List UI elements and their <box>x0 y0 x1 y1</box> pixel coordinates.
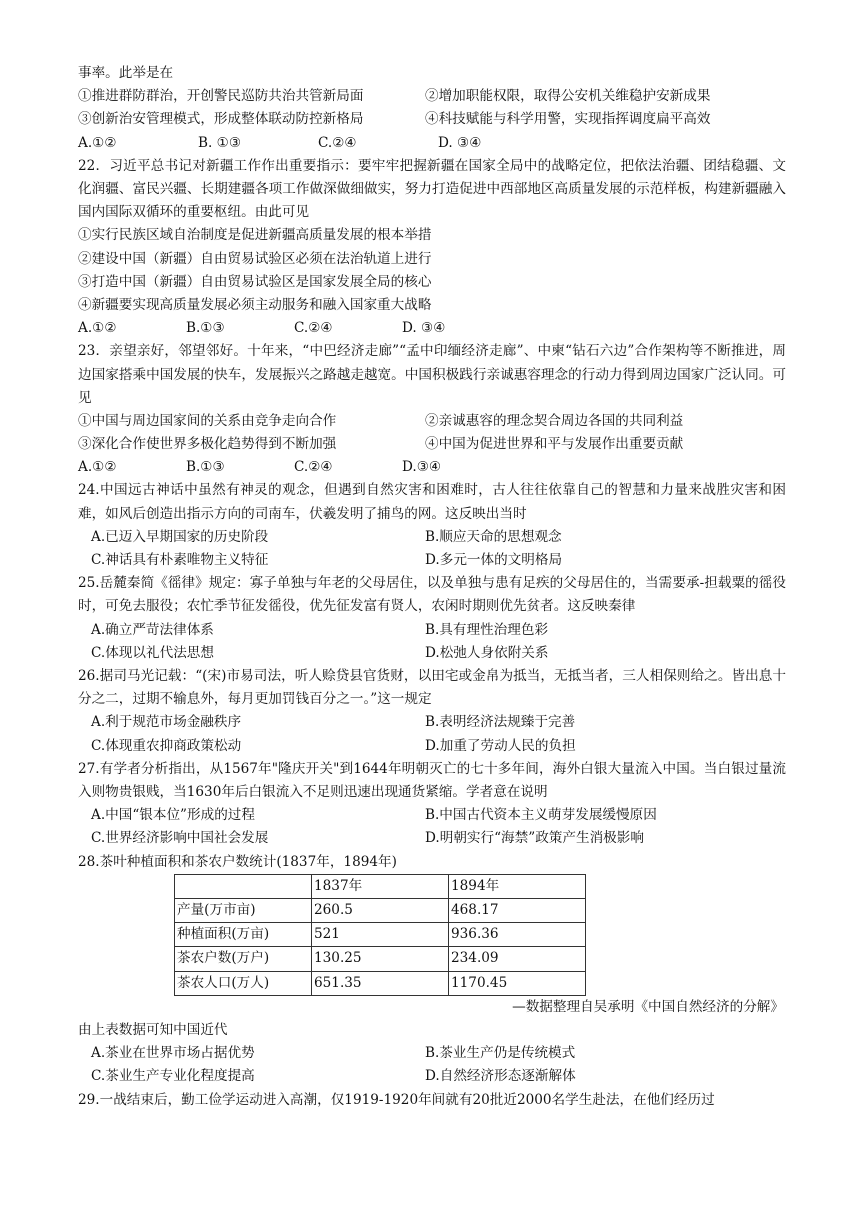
q21-answer-b: B. ①③ <box>198 134 242 151</box>
q25-answer-c: C.体现以礼代法思想 <box>91 644 214 661</box>
q22-option-3: ③打造中国（新疆）自由贸易试验区是国家发展全局的核心 <box>78 273 432 290</box>
table-cell: 468.17 <box>449 898 586 922</box>
q22-answer-a: A.①② <box>78 320 117 337</box>
q24-answer-a: A.已迈入早期国家的历史阶段 <box>91 528 269 545</box>
q27-stem: 27.有学者分析指出，从1567年"隆庆开关"到1644年明朝灭亡的七十多年间，海外白银大量流入中国。当白银过量流入则物贵银贱，当1630年后白银流入不足则迅速出现通货紧缩。学者意在说明 <box>78 760 786 801</box>
table-source-note: —数据整理自吴承明《中国自然经济的分解》 <box>512 998 784 1015</box>
q23-answer-b: B.①③ <box>186 459 225 476</box>
q23-answer-d: D.③④ <box>402 459 442 476</box>
table-cell: 茶农人口(万人) <box>175 971 312 995</box>
q22-answers <box>78 317 786 340</box>
table-header-cell <box>175 874 312 898</box>
q24-answer-b: B.顺应天命的思想观念 <box>425 528 562 545</box>
q27-answer-a: A.中国“银本位”形成的过程 <box>91 807 255 824</box>
q24-answer-d: D.多元一体的文明格局 <box>425 552 563 569</box>
table-cell: 茶农户数(万户) <box>175 947 312 971</box>
q21-option-3: ③创新治安管理模式，形成整体联动防控新格局 <box>78 111 364 128</box>
q21-stem-tail: 事率。此举是在 <box>78 65 174 81</box>
q23-option-2: ②亲诚惠容的理念契合周边各国的共同利益 <box>425 412 684 429</box>
q27-answer-c: C.世界经济影响中国社会发展 <box>91 830 269 847</box>
q26-stem: 26.据司马光记载：“(宋)市易司法，听人赊贷县官货财，以田宅或金帛为抵当，无抵当者，三人相保则给之。皆出息十分之二，过期不输息外，每月更加罚钱百分之一。”这一规定 <box>78 668 786 708</box>
q25-answer-a: A.确立严苛法律体系 <box>91 621 214 638</box>
table-header-cell: 1837年 <box>312 874 449 898</box>
q27-answer-b: B.中国古代资本主义萌芽发展缓慢原因 <box>425 807 657 824</box>
table-header-row <box>175 874 586 898</box>
q28-answer-d: D.自然经济形态逐渐解体 <box>425 1068 576 1085</box>
table-cell: 130.25 <box>312 947 449 971</box>
q28-answer-b: B.茶业生产仍是传统模式 <box>425 1045 576 1062</box>
q22-answer-c: C.②④ <box>294 320 333 337</box>
q22-option-2: ②建设中国（新疆）自由贸易试验区必须在法治轨道上进行 <box>78 250 432 267</box>
q25-answers-row2 <box>78 642 786 665</box>
q26-answer-a: A.利于规范市场金融秩序 <box>91 714 242 731</box>
q21-options-row2 <box>78 108 786 131</box>
q28-answers-row2 <box>78 1065 786 1088</box>
q26-answers-row1 <box>78 711 786 734</box>
table-row <box>175 947 586 971</box>
q28-answers-row1 <box>78 1042 786 1065</box>
table-row <box>175 898 586 922</box>
q22-answer-b: B.①③ <box>186 320 225 337</box>
q21-answer-c: C.②④ <box>318 134 357 151</box>
q22-answer-d: D. ③④ <box>402 320 446 337</box>
q25-answers-row1 <box>78 619 786 642</box>
q25-answer-b: B.具有理性治理色彩 <box>425 621 549 638</box>
q27-answers-row2 <box>78 827 786 850</box>
q28-stem: 28.茶叶种植面积和茶农户数统计(1837年，1894年) <box>78 853 397 870</box>
q23-option-4: ④中国为促进世界和平与发展作出重要贡献 <box>425 436 684 453</box>
q28-lead: 由上表数据可知中国近代 <box>78 1021 228 1038</box>
q25-stem: 25.岳麓秦简《徭律》规定：寡子单独与年老的父母居住，以及单独与患有足疾的父母居住的，当需要承-担载粟的徭役时，可免去服役；农忙季节征发徭役，优先征发富有贤人，农闲时期则优先贫者。这反映秦律 <box>78 575 786 615</box>
table-row <box>175 971 586 995</box>
table-cell: 1170.45 <box>449 971 586 995</box>
table-cell: 521 <box>312 923 449 947</box>
q23-option-1: ①中国与周边国家间的关系由竞争走向合作 <box>78 412 337 429</box>
exam-page <box>78 62 786 1112</box>
q24-answers-row2 <box>78 549 786 572</box>
q26-answer-b: B.表明经济法规臻于完善 <box>425 714 576 731</box>
table-cell: 936.36 <box>449 923 586 947</box>
q21-options-row1 <box>78 85 786 108</box>
q26-answers-row2 <box>78 735 786 758</box>
q21-answer-d: D. ③④ <box>438 134 482 151</box>
q22-option-4: ④新疆要实现高质量发展必须主动服务和融入国家重大战略 <box>78 296 432 313</box>
q23-answer-c: C.②④ <box>294 459 333 476</box>
q21-answer-a: A.①② <box>78 134 117 151</box>
q28-answer-a: A.茶业在世界市场占据优势 <box>91 1045 255 1062</box>
table-cell: 种植面积(万亩) <box>175 923 312 947</box>
q23-answer-a: A.①② <box>78 459 117 476</box>
table-cell: 产量(万市亩) <box>175 898 312 922</box>
q23-stem: 23．亲望亲好，邻望邻好。十年来，“中巴经济走廊”“孟中印缅经济走廊”、中柬“钻石六边”合作架构等不断推进，周边国家搭乘中国发展的快车，发展振兴之路越走越宽。中国积极践行亲诚惠容理念的行动力得到周边国家广泛认同。可见 <box>78 343 786 406</box>
q24-answer-c: C.神话具有朴素唯物主义特征 <box>91 552 269 569</box>
table-row <box>175 923 586 947</box>
q22-option-1: ①实行民族区域自治制度是促进新疆高质量发展的根本举措 <box>78 227 432 244</box>
q23-option-3: ③深化合作使世界多极化趋势得到不断加强 <box>78 436 337 453</box>
table-cell: 260.5 <box>312 898 449 922</box>
q21-answers <box>78 132 786 155</box>
q25-answer-d: D.松弛人身依附关系 <box>425 644 549 661</box>
q22-stem: 22．习近平总书记对新疆工作作出重要指示：要牢牢把握新疆在国家全局中的战略定位，把依法治疆、团结稳疆、文化润疆、富民兴疆、长期建疆各项工作做深做细做实，努力打造促进中西部地区高质量发展的示范样板，构建新疆融入国内国际双循环的重要枢纽。由此可见 <box>78 157 786 221</box>
q21-option-4: ④科技赋能与科学用警，实现指挥调度扁平高效 <box>425 111 711 128</box>
tea-statistics-table <box>174 874 586 996</box>
q23-options-row2 <box>78 433 786 456</box>
q27-answers-row1 <box>78 804 786 827</box>
q23-answers <box>78 456 786 479</box>
table-header-cell: 1894年 <box>449 874 586 898</box>
q21-option-1: ①推进群防群治，开创警民巡防共治共管新局面 <box>78 88 364 105</box>
table-cell: 651.35 <box>312 971 449 995</box>
q21-option-2: ②增加职能权限，取得公安机关维稳护安新成果 <box>425 88 711 105</box>
table-cell: 234.09 <box>449 947 586 971</box>
q23-options-row1 <box>78 410 786 433</box>
q28-answer-c: C.茶业生产专业化程度提高 <box>91 1068 255 1085</box>
q24-answers-row1 <box>78 526 786 549</box>
q26-answer-c: C.体现重农抑商政策松动 <box>91 737 242 754</box>
q27-answer-d: D.明朝实行“海禁”政策产生消极影响 <box>425 830 644 847</box>
q24-stem: 24.中国远古神话中虽然有神灵的观念，但遇到自然灾害和困难时，古人往往依靠自己的智慧和力量来战胜灾害和困难，如风后创造出指示方向的司南车，伏羲发明了捕鸟的网。这反映出当时 <box>78 482 786 522</box>
q29-stem: 29.一战结束后，勤工俭学运动进入高潮，仅1919-1920年间就有20批近2000名学生赴法，在他们经历过 <box>78 1091 715 1108</box>
q26-answer-d: D.加重了劳动人民的负担 <box>425 737 576 754</box>
